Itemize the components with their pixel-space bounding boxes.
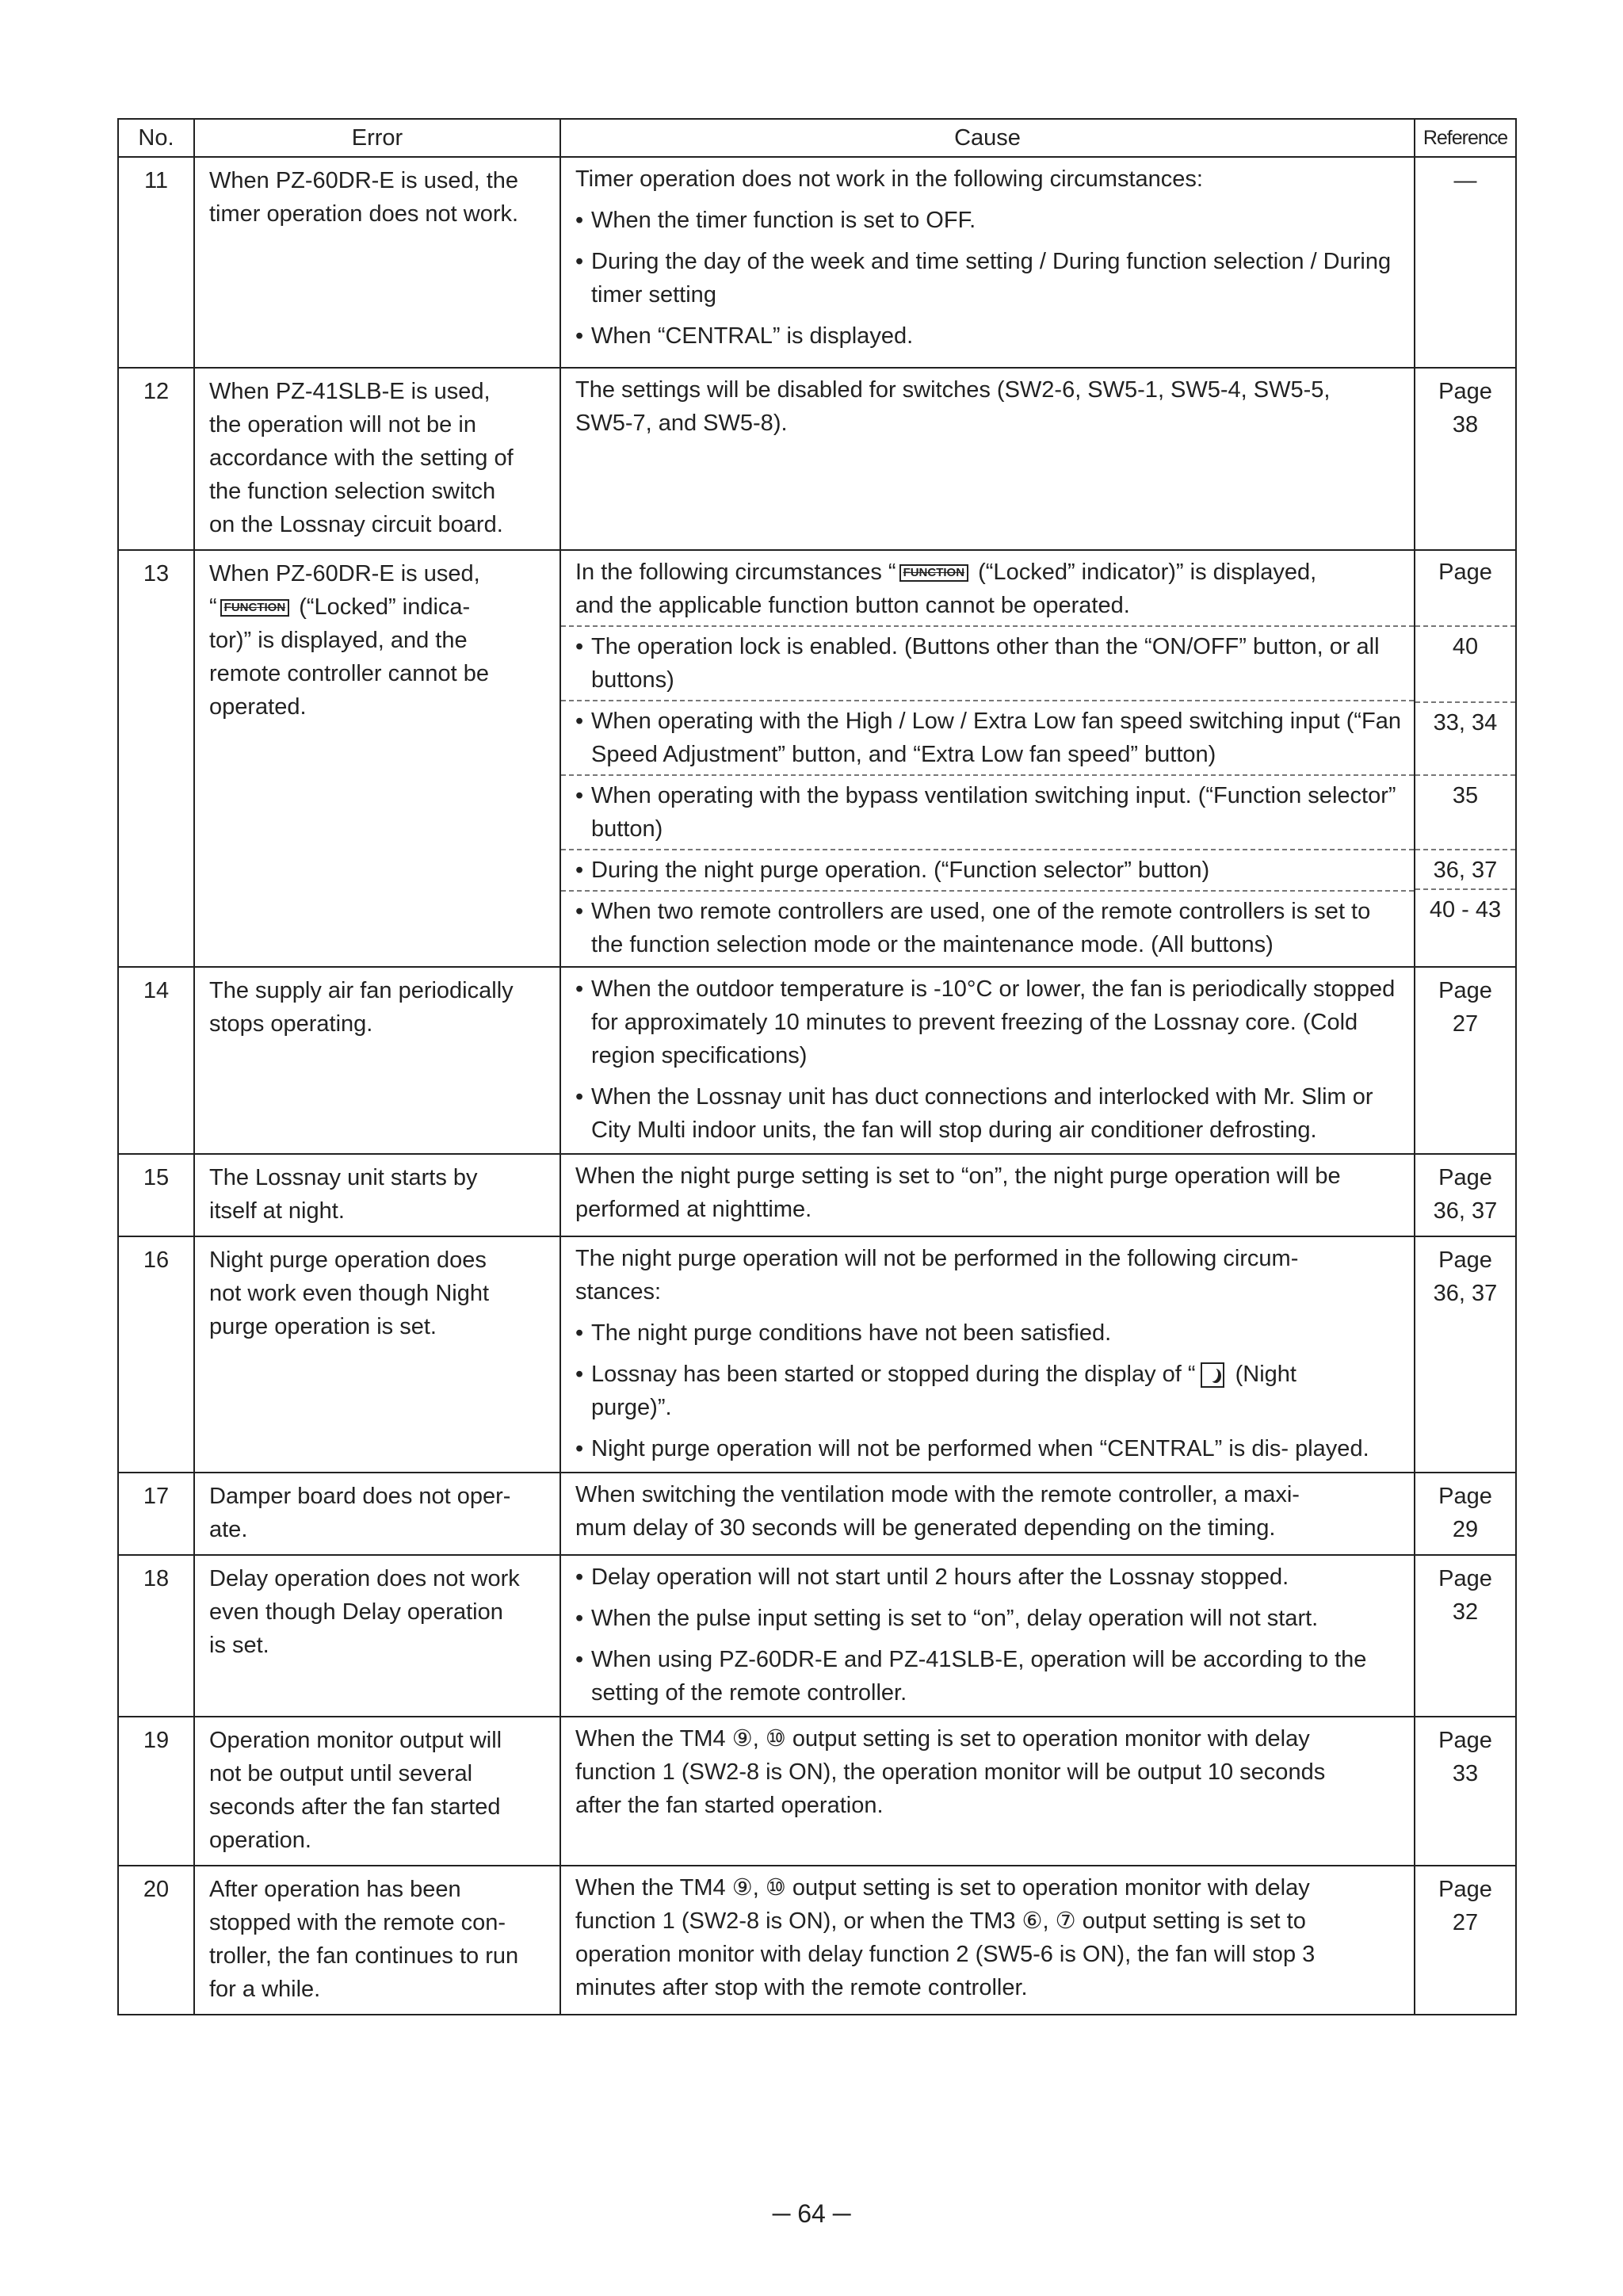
table-row <box>118 1717 1516 1866</box>
reference-label: Page <box>1438 560 1492 585</box>
reference-cell <box>1415 1236 1516 1473</box>
cause-line: The settings will be disabled for switches (SW2-6, SW5-1, SW5-4, SW5-5, <box>575 377 1331 403</box>
reference-page: 27 <box>1452 1011 1479 1037</box>
error-cell <box>194 1866 560 2015</box>
row-number: 18 <box>118 1555 194 1717</box>
error-line: even though Delay operation <box>209 1599 503 1625</box>
error-line: not work even though Night <box>209 1281 490 1306</box>
error-line: “ FUNCTION (“Locked” indica- <box>209 594 471 620</box>
cause-line: When the TM4 ⑨, ⑩ output setting is set to operation monitor with delay <box>575 1726 1310 1752</box>
cause-cell <box>560 1154 1415 1236</box>
row-number: 13 <box>118 550 194 967</box>
cause-bullet: • When the pulse input setting is set to “on”, delay operation will not start. <box>575 1606 1319 1631</box>
error-line: timer operation does not work. <box>209 201 519 227</box>
header-no: No. <box>118 119 194 157</box>
row-number: 20 <box>118 1866 194 2015</box>
cause-line: mum delay of 30 seconds will be generated depending on the timing. <box>575 1515 1276 1541</box>
reference-cell: — <box>1415 157 1516 368</box>
cause-line: When the TM4 ⑨, ⑩ output setting is set to operation monitor with delay <box>575 1875 1310 1901</box>
reference-page: 33 <box>1452 1761 1479 1786</box>
cause-line: operation monitor with delay function 2 (SW5-6 is ON), the fan will stop 3 <box>575 1942 1316 1967</box>
reference-label: Page <box>1438 1728 1492 1753</box>
cause-cell <box>560 1236 1415 1473</box>
cause-line: function 1 (SW2-8 is ON), or when the TM3 ⑥, ⑦ output setting is set to <box>575 1908 1306 1934</box>
cause-bullet: • Lossnay has been started or stopped during the display of “ (Night purge)”. <box>575 1362 1296 1420</box>
page-number: ─ 64 ─ <box>772 2199 851 2228</box>
table-row <box>118 1866 1516 2015</box>
reference-cell <box>1415 1473 1516 1555</box>
error-line: Delay operation does not work <box>209 1566 520 1591</box>
reference-page: 36, 37 <box>1433 1281 1498 1306</box>
reference-label: Page <box>1438 1566 1492 1591</box>
cause-line: When the night purge setting is set to “on”, the night purge operation will be <box>575 1163 1341 1189</box>
error-line: The supply air fan periodically <box>209 978 514 1003</box>
error-line: operation. <box>209 1828 311 1853</box>
reference-page: 40 <box>1415 625 1515 701</box>
cause-bullet: • When using PZ-60DR-E and PZ-41SLB-E, operation will be according to the setting of the remote controller. <box>575 1647 1367 1706</box>
error-line: When PZ-60DR-E is used, the <box>209 168 519 193</box>
error-line: on the Lossnay circuit board. <box>209 512 503 537</box>
cause-bullet: • When the Lossnay unit has duct connections and interlocked with Mr. Slim or City Multi indoor units, the fan will stop during air conditioner defrosting. <box>575 1084 1373 1143</box>
header-cause: Cause <box>560 119 1415 157</box>
row-number: 12 <box>118 368 194 550</box>
reference-label: Page <box>1438 1484 1492 1509</box>
night-purge-moon-icon <box>1201 1362 1224 1388</box>
error-line: the function selection switch <box>209 479 496 504</box>
reference-page: 36, 37 <box>1415 849 1515 888</box>
error-line: stopped with the remote con- <box>209 1910 506 1935</box>
cause-cell <box>560 550 1415 967</box>
cause-sub-item: • During the night purge operation. (“Function selector” button) <box>561 849 1414 890</box>
error-line: is set. <box>209 1633 269 1658</box>
cause-bullet: • When the outdoor temperature is -10°C or lower, the fan is periodically stopped for approximately 10 minutes to prevent freezing of the Lossnay core. (Cold region specifications) <box>575 976 1396 1068</box>
error-cell <box>194 368 560 550</box>
error-line: After operation has been <box>209 1877 461 1902</box>
error-line: Damper board does not oper- <box>209 1484 511 1509</box>
error-line: seconds after the fan started <box>209 1794 501 1820</box>
cause-intro: The night purge operation will not be performed in the following circum- stances: <box>575 1246 1299 1305</box>
error-line: operated. <box>209 694 307 720</box>
reference-page: 40 - 43 <box>1415 888 1515 926</box>
reference-cell <box>1415 550 1516 967</box>
reference-page: 36, 37 <box>1433 1198 1498 1224</box>
table-row <box>118 550 1516 967</box>
error-cell <box>194 1154 560 1236</box>
reference-page: 29 <box>1452 1517 1479 1542</box>
error-cell <box>194 550 560 967</box>
cause-bullet: • When “CENTRAL” is displayed. <box>575 323 914 349</box>
error-cell <box>194 157 560 368</box>
row-number: 11 <box>118 157 194 368</box>
reference-page: 27 <box>1452 1910 1479 1935</box>
cause-bullet: • During the day of the week and time setting / During function selection / During timer setting <box>575 249 1392 308</box>
error-line: When PZ-41SLB-E is used, <box>209 379 491 404</box>
row-number: 19 <box>118 1717 194 1866</box>
cause-cell <box>560 1555 1415 1717</box>
cause-sub-item: • When operating with the bypass ventilation switching input. (“Function selector” button) <box>561 774 1414 849</box>
reference-label: Page <box>1438 1165 1492 1190</box>
cause-line: function 1 (SW2-8 is ON), the operation monitor will be output 10 seconds <box>575 1759 1326 1785</box>
error-cell <box>194 1236 560 1473</box>
error-line: remote controller cannot be <box>209 661 490 686</box>
cause-cell <box>560 157 1415 368</box>
row-number: 17 <box>118 1473 194 1555</box>
table-row <box>118 368 1516 550</box>
cause-cell <box>560 1717 1415 1866</box>
table-row <box>118 1154 1516 1236</box>
cause-line: minutes after stop with the remote controller. <box>575 1975 1028 2000</box>
row-number: 14 <box>118 967 194 1154</box>
table-row <box>118 1236 1516 1473</box>
error-cell <box>194 1473 560 1555</box>
cause-cell <box>560 967 1415 1154</box>
row-number: 16 <box>118 1236 194 1473</box>
error-line: When PZ-60DR-E is used, <box>209 561 480 586</box>
cause-line: after the fan started operation. <box>575 1793 884 1818</box>
reference-label: Page <box>1438 978 1492 1003</box>
table-row <box>118 1555 1516 1717</box>
cause-bullet: • Delay operation will not start until 2 hours after the Lossnay stopped. <box>575 1564 1289 1590</box>
reference-page: 32 <box>1452 1599 1479 1625</box>
function-locked-icon: FUNCTION <box>220 599 290 617</box>
table-row <box>118 157 1516 368</box>
error-line: ate. <box>209 1517 248 1542</box>
cause-bullet: • The night purge conditions have not been satisfied. <box>575 1320 1112 1346</box>
error-line: accordance with the setting of <box>209 445 514 471</box>
cause-sub-item: • When two remote controllers are used, one of the remote controllers is set to the function selection mode or the maintenance mode. (All buttons) <box>561 890 1414 966</box>
error-cell <box>194 1717 560 1866</box>
cause-cell <box>560 1473 1415 1555</box>
error-cell <box>194 967 560 1154</box>
header-reference: Reference <box>1415 119 1516 157</box>
cause-intro: Timer operation does not work in the following circumstances: <box>575 166 1203 192</box>
cause-cell <box>560 1866 1415 2015</box>
cause-line: SW5-7, and SW5-8). <box>575 411 788 436</box>
reference-page: 38 <box>1452 412 1479 437</box>
error-line: stops operating. <box>209 1011 373 1037</box>
troubleshooting-table <box>117 118 1517 2015</box>
cause-line: When switching the ventilation mode with the remote controller, a maxi- <box>575 1482 1300 1507</box>
error-line: The Lossnay unit starts by <box>209 1165 478 1190</box>
error-line: troller, the fan continues to run <box>209 1943 519 1969</box>
error-line: tor)” is displayed, and the <box>209 628 468 653</box>
header-error: Error <box>194 119 560 157</box>
table-row <box>118 1473 1516 1555</box>
reference-page: 33, 34 <box>1415 701 1515 774</box>
function-locked-icon: FUNCTION <box>899 564 969 582</box>
reference-label: Page <box>1438 1877 1492 1902</box>
reference-label: Page <box>1438 1247 1492 1273</box>
row-number: 15 <box>118 1154 194 1236</box>
cause-intro: In the following circumstances “ FUNCTION (“Locked” indicator)” is displayed, and the applicable function button cannot be operated. <box>575 560 1317 618</box>
reference-cell <box>1415 368 1516 550</box>
error-line: the operation will not be in <box>209 412 476 437</box>
error-line: itself at night. <box>209 1198 345 1224</box>
reference-label: Page <box>1438 379 1492 404</box>
cause-bullet: • When the timer function is set to OFF. <box>575 208 976 233</box>
error-line: for a while. <box>209 1977 321 2002</box>
cause-sub-item: • The operation lock is enabled. (Buttons other than the “ON/OFF” button, or all buttons) <box>561 625 1414 700</box>
reference-cell <box>1415 1555 1516 1717</box>
table-row <box>118 967 1516 1154</box>
error-line: purge operation is set. <box>209 1314 437 1339</box>
reference-cell <box>1415 1154 1516 1236</box>
reference-page: 35 <box>1415 774 1515 849</box>
cause-sub-item: • When operating with the High / Low / Extra Low fan speed switching input (“Fan Speed Adjustment” button, and “Extra Low fan speed” button) <box>561 700 1414 774</box>
reference-cell <box>1415 1717 1516 1866</box>
cause-cell <box>560 368 1415 550</box>
reference-cell <box>1415 967 1516 1154</box>
cause-line: performed at nighttime. <box>575 1197 812 1222</box>
reference-cell <box>1415 1866 1516 2015</box>
cause-bullet: • Night purge operation will not be performed when “CENTRAL” is dis- played. <box>575 1436 1369 1461</box>
error-line: not be output until several <box>209 1761 473 1786</box>
error-line: Operation monitor output will <box>209 1728 502 1753</box>
error-line: Night purge operation does <box>209 1247 487 1273</box>
error-cell <box>194 1555 560 1717</box>
table-header-row <box>118 119 1516 157</box>
